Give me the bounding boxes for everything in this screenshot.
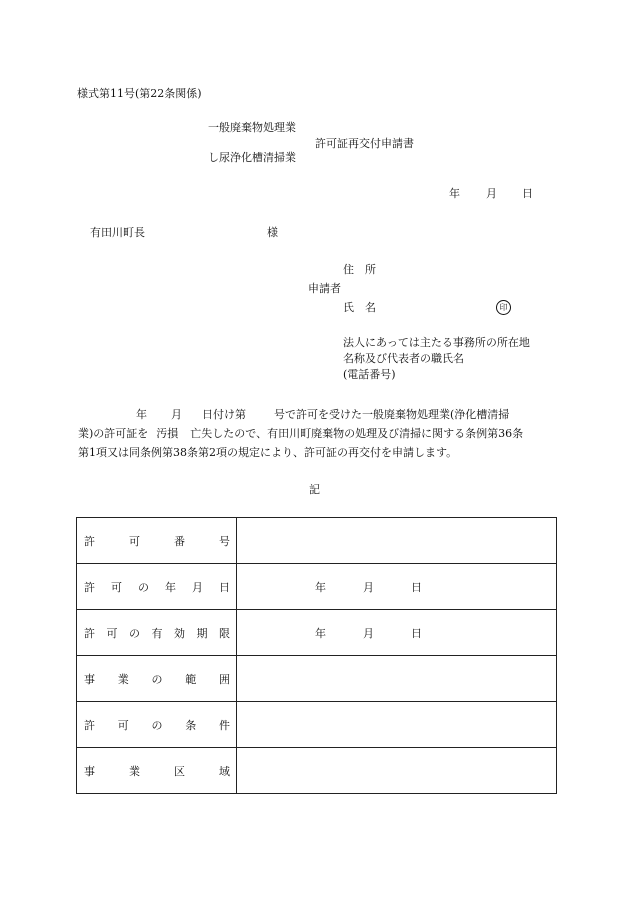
permit-number-value[interactable] (237, 518, 557, 564)
date-month-label: 月 (486, 187, 497, 200)
statement-month: 月 (171, 408, 182, 421)
addressee-honorific: 様 (267, 226, 278, 239)
permit-conditions-label: 許 可 の 条 件 (77, 702, 237, 748)
table-row-permit-expiry (77, 610, 557, 656)
permit-date-day-label: 日 (411, 580, 422, 594)
permit-date-value[interactable] (237, 564, 557, 610)
date-year-label: 年 (449, 187, 460, 200)
statement-option-damaged: 汚損 (156, 427, 179, 440)
table-row-permit-number (77, 518, 557, 564)
permit-date-year-label: 年 (315, 580, 326, 594)
statement-year: 年 (136, 408, 147, 421)
table-row-permit-date (77, 564, 557, 610)
business-area-value[interactable] (237, 748, 557, 794)
permit-date-label: 許 可 の 年 月 日 (77, 564, 237, 610)
applicant-label: 申請者 (308, 282, 341, 295)
permit-conditions-value[interactable] (237, 702, 557, 748)
permit-expiry-year-label: 年 (315, 626, 326, 640)
table-row-business-area (77, 748, 557, 794)
seal-mark-icon: 印 (496, 300, 511, 315)
business-type-septic-cleaning: し尿浄化槽清掃業 (208, 151, 296, 164)
application-statement (78, 405, 558, 462)
applicant-note-phone: (電話番号) (343, 368, 396, 381)
permit-expiry-day-label: 日 (411, 626, 422, 640)
table-row-permit-conditions (77, 702, 557, 748)
permit-expiry-month-label: 月 (363, 626, 374, 640)
business-scope-label: 事 業 の 範 囲 (77, 656, 237, 702)
permit-expiry-label: 許 可 の 有 効 期 限 (77, 610, 237, 656)
applicant-note-representative: 名称及び代表者の職氏名 (343, 352, 464, 365)
statement-line-2: 業)の許可証を 汚損 亡失したので、有田川町廃棄物の処理及び清掃に関する条例第36条 (78, 427, 524, 440)
applicant-note-corporate-address: 法人にあっては主たる事務所の所在地 (343, 336, 530, 349)
table-row-business-scope (77, 656, 557, 702)
form-number: 様式第11号(第22条関係) (77, 87, 202, 100)
permit-details-table (76, 517, 557, 794)
business-type-general-waste: 一般廃棄物処理業 (208, 121, 296, 134)
applicant-name-label: 氏 名 (343, 301, 376, 314)
business-area-label: 事 業 区 域 (77, 748, 237, 794)
permit-number-label: 許 可 番 号 (77, 518, 237, 564)
document-title: 許可証再交付申請書 (315, 137, 414, 150)
addressee-name: 有田川町長 (90, 226, 145, 239)
ki-heading: 記 (309, 483, 320, 496)
applicant-address-label: 住 所 (343, 263, 376, 276)
date-day-label: 日 (522, 187, 533, 200)
business-scope-value[interactable] (237, 656, 557, 702)
statement-dated-number: 日付け第 (202, 408, 246, 421)
permit-date-month-label: 月 (363, 580, 374, 594)
statement-line-1 (78, 405, 558, 424)
permit-expiry-value[interactable] (237, 610, 557, 656)
statement-line-3: 第1項又は同条例第38条第2項の規定により、許可証の再交付を申請します。 (78, 446, 458, 459)
statement-option-lost: 亡失したので、有田川町廃棄物の処理及び清掃に関する条例第36条 (190, 427, 524, 440)
statement-permit-text: 号で許可を受けた一般廃棄物処理業(浄化槽清掃 (274, 408, 510, 421)
